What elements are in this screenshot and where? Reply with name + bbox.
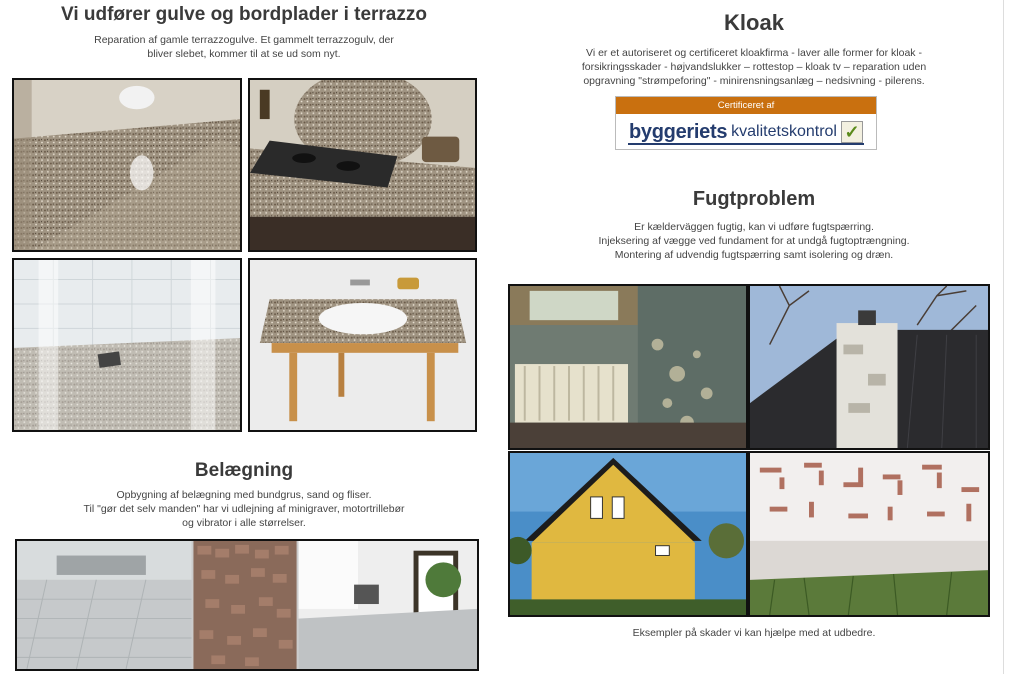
belaegning-title: Belægning <box>194 460 294 481</box>
certification-brand-part-1: byggeriets <box>629 120 728 143</box>
fugt-caption: Eksempler på skader vi kan hjælpe med at udbedre. <box>632 627 876 639</box>
damp-basement-wall-photo <box>508 284 748 450</box>
fugt-description-line-2: Injeksering af vægge ved fundament for at undgå fugtoptrængning. <box>598 235 910 247</box>
belaegning-description-line-3: og vibrator i alle størrelser. <box>182 517 306 529</box>
certification-badge-header: Certificeret af <box>616 97 876 114</box>
chimney-roof-photo <box>748 284 990 450</box>
belaegning-description-line-1: Opbygning af belægning med bundgrus, sand og fliser. <box>116 489 372 501</box>
certification-brand-part-2: kvalitetskontrol <box>731 122 837 140</box>
terrazzo-description-line-2: bliver slebet, kommer til at se ud som nyt. <box>147 48 341 60</box>
left-column <box>0 0 488 674</box>
belaegning-description-line-2: Til "gør det selv manden" har vi udlejning af minigraver, motortrillebør <box>83 503 405 515</box>
terrazzo-washbasin-table-photo <box>248 258 477 432</box>
fugt-description-line-3: Montering af udvendig fugtspærring samt isolering og dræn. <box>614 249 894 261</box>
terrazzo-bathroom-floor-photo <box>12 78 242 252</box>
kloak-title: Kloak <box>724 10 784 35</box>
yellow-house-gable-photo <box>508 451 748 617</box>
kloak-description-line-2: forsikringsskader - højvandslukker – rottestop – kloak tv – reparation uden <box>581 61 927 73</box>
kloak-description-line-1: Vi er et autoriseret og certificeret kloakfirma - laver alle former for kloak - <box>586 47 922 59</box>
certification-underline <box>628 143 864 145</box>
terrazzo-description-line-1: Reparation af gamle terrazzogulve. Et gammelt terrazzogulv, der <box>94 34 394 46</box>
page-edge-divider <box>1003 0 1004 674</box>
terrazzo-kitchen-countertop-photo <box>248 78 477 252</box>
kloak-description-line-3: opgravning "strømpeforing" - minirensningsanlæg – nedsivning - pilerens. <box>583 75 925 87</box>
cracked-foundation-wall-photo <box>748 451 990 617</box>
checkmark-icon: ✓ <box>841 121 863 143</box>
certification-badge <box>615 96 877 150</box>
paving-collage-photo <box>15 539 479 671</box>
terrazzo-shower-floor-photo <box>12 258 242 432</box>
terrazzo-title: Vi udfører gulve og bordplader i terrazzo <box>61 4 427 25</box>
right-column <box>498 0 1010 674</box>
fugt-title: Fugtproblem <box>692 188 816 210</box>
fugt-description-line-1: Er kælderväggen fugtig, kan vi udføre fugtspærring. <box>634 221 874 233</box>
